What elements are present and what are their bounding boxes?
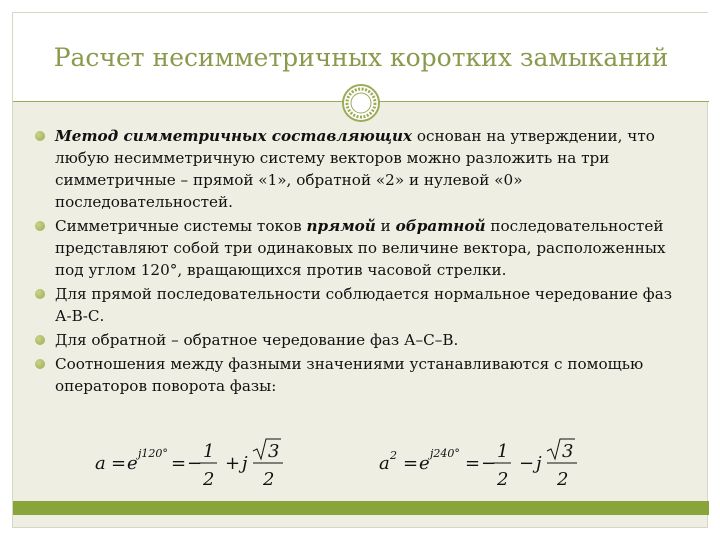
formula-eq: = [111,453,127,474]
item-text: основан на утверждении, что любую несимметричную систему векторов можно разложить на три симметричные – прямой «1», обратной «2» и нулевой «0» последовательностей. [55,127,655,211]
formula-j: j [242,453,248,474]
formula-lhs-exp: 2 [390,449,397,462]
term: Метод симметричных составляющих [55,127,413,145]
formula-num: 1 [203,441,215,462]
term: прямой [306,217,376,235]
list-item [33,215,689,281]
formula-sign: − [481,453,497,474]
item-text: и [375,217,396,235]
formula-eq: = [403,453,419,474]
list-item [33,283,689,327]
formula-base: e [419,453,430,474]
item-text: Соотношения между фазными значениями устанавливаются с помощью операторов поворота фазы: [55,355,644,395]
formula-eq: = [171,453,187,474]
formula-den: 2 [497,469,509,490]
bullet-icon [35,221,45,231]
formula-lhs: a [95,453,106,474]
formula-a [95,435,305,495]
bullet-icon [35,289,45,299]
formula-eq: = [465,453,481,474]
footer-bar [13,501,709,515]
item-text: последовательностей представляют собой три одинаковых по величине вектора, расположенных под углом 120°, вращающихся против часовой стрелки. [55,217,666,279]
list-item [33,353,689,397]
list-item [33,125,689,213]
term: обратной [395,217,486,235]
formulas [13,435,709,495]
item-text: Для прямой последовательности соблюдается нормальное чередование фаз А-В-С. [55,285,673,325]
slide-title: Расчет несимметричных коротких замыканий [53,43,669,72]
formula-rad: 3 [268,441,280,462]
formula-j: j [536,453,542,474]
formula-exp: j240° [430,447,460,460]
formula-num: 1 [497,441,509,462]
formula-den: 2 [557,469,569,490]
slide [12,12,708,528]
formula-exp: j120° [138,447,168,460]
ring-ornament-icon [341,83,381,123]
formula-op: + [225,453,241,474]
item-text: Симметричные системы токов [55,217,307,235]
formula-rad: 3 [562,441,574,462]
formula-a2 [379,435,599,495]
item-text: Для обратной – обратное чередование фаз А–С–В. [55,331,459,349]
formula-op: − [519,453,535,474]
formula-den: 2 [263,469,275,490]
bullet-list [33,125,689,399]
bullet-icon [35,131,45,141]
bullet-icon [35,335,45,345]
formula-lhs: a [379,453,390,474]
formula-den: 2 [203,469,215,490]
list-item [33,329,689,351]
bullet-icon [35,359,45,369]
formula-sign: − [187,453,203,474]
formula-base: e [127,453,138,474]
